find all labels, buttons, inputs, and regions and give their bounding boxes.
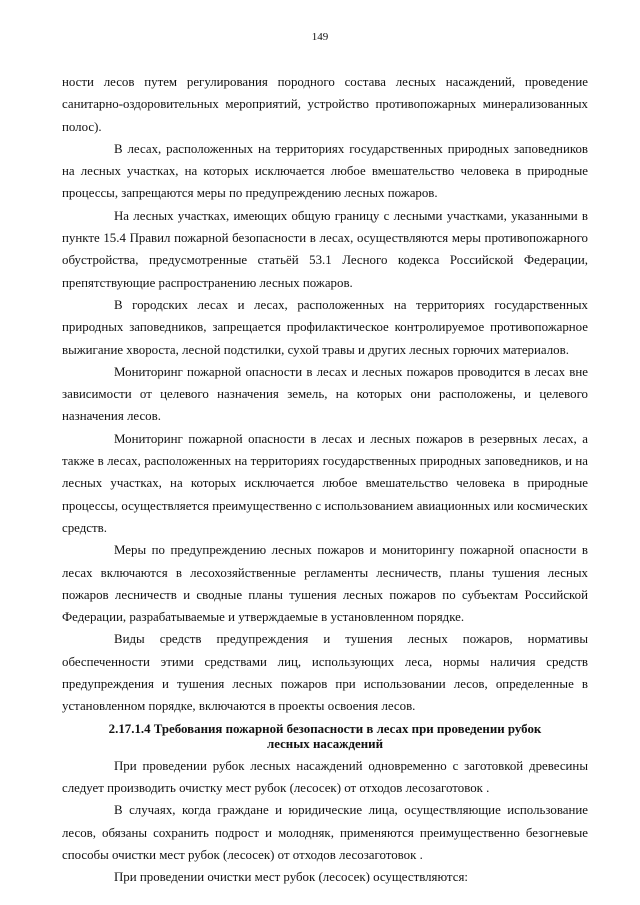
paragraph-4: В городских лесах и лесах, расположенных на территориях государственных природных заповедников, запрещается профилактическое контролируемое противопожарное выжигание хвороста, лесной подстилки, сухой травы и других лесных горючих материалов. xyxy=(62,297,588,357)
section-heading xyxy=(62,718,588,752)
paragraph-9: При проведении рубок лесных насаждений одновременно с заготовкой древесины следует производить очистку мест рубок (лесосек) от отходов лесозаготовок . xyxy=(62,758,588,795)
paragraph-6: Мониторинг пожарной опасности в лесах и лесных пожаров в резервных лесах, а также в лесах, расположенных на территориях государственных природных заповедников, и на лесных участках, на которых исключается любое вмешательство человека в природные процессы, осуществляется преимущественно с использованием авиационных или космических средств. xyxy=(62,431,588,535)
page-number: 149 xyxy=(311,31,329,43)
paragraph-11: При проведении очистки мест рубок (лесосек) осуществляются: xyxy=(114,870,468,885)
paragraph-1: ности лесов путем регулирования породного состава лесных насаждений, проведение санитарно-оздоровительных мероприятий, устройство противопожарных минерализованных полос). xyxy=(62,75,588,134)
section-heading-line2: лесных насаждений xyxy=(266,736,384,751)
section-heading-line1: 2.17.1.4 Требования пожарной безопасности в лесах при проведении рубок xyxy=(108,721,542,736)
paragraph-7: Меры по предупреждению лесных пожаров и мониторингу пожарной опасности в лесах включаются в лесохозяйственные регламенты лесничеств, планы тушения лесных пожаров лесничеств и сводные планы тушения лесных пожаров по субъектам Российской Федерации, разрабатываемые и утверждаемые в установленном порядке. xyxy=(62,543,588,625)
paragraph-2: В лесах, расположенных на территориях государственных природных заповедников на лесных участках, на которых исключается любое вмешательство человека в природные процессы, запрещаются меры по предупреждению лесных пожаров. xyxy=(62,141,588,201)
paragraph-3: На лесных участках, имеющих общую границу с лесными участками, указанными в пункте 15.4 Правил пожарной безопасности в лесах, осуществляются меры противопожарного обустройства, предусмотренные статьёй 53.1 Лесного кодекса Российской Федерации, препятствующие распространению лесных пожаров. xyxy=(62,208,588,290)
document-body xyxy=(62,71,588,888)
paragraph-10: В случаях, когда граждане и юридические лица, осуществляющие использование лесов, обязаны сохранить подрост и молодняк, применяются преимущественно безогневые способы очистки мест рубок (лесосек) от отходов лесозаготовок . xyxy=(62,803,588,862)
paragraph-5: Мониторинг пожарной опасности в лесах и лесных пожаров проводится в лесах вне зависимости от целевого назначения земель, на которых они расположены, и целевого назначения лесов. xyxy=(62,364,588,424)
paragraph-8: Виды средств предупреждения и тушения лесных пожаров, нормативы обеспеченности этими средствами лиц, использующих леса, нормы наличия средств предупреждения и тушения лесных пожаров при использовании лесов, определенные в установленном порядке, включаются в проекты освоения лесов. xyxy=(62,632,588,714)
